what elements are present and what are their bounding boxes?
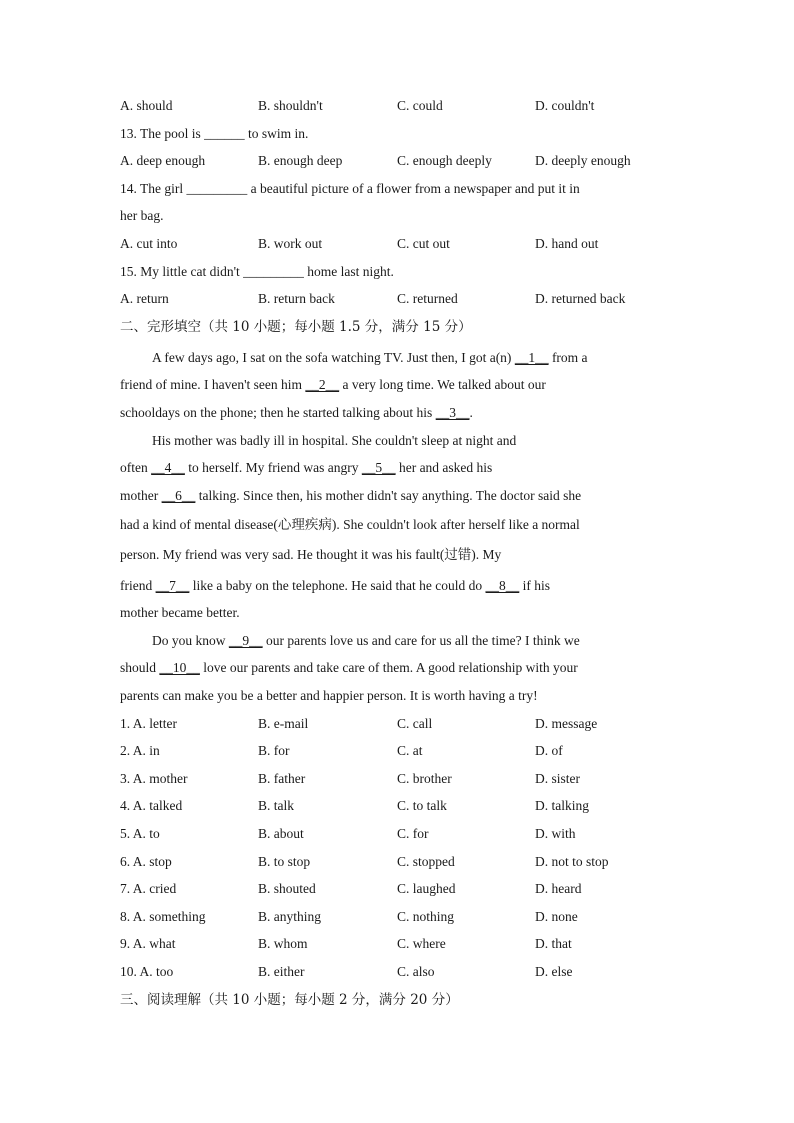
option-b: B. work out [258, 236, 323, 251]
option-a: 7. A. cried [120, 881, 177, 896]
option-d: D. heard [535, 881, 582, 896]
option-a: 1. A. letter [120, 716, 177, 731]
option-c: C. call [397, 716, 433, 731]
option-d: D. talking [535, 798, 589, 813]
option-a: 3. A. mother [120, 771, 188, 786]
q14-stem-line1: 14. The girl _________ a beautiful picture of a flower from a newspaper and put it in [120, 181, 580, 196]
blank-10: __10__ [159, 660, 200, 675]
option-a: 8. A. something [120, 909, 206, 924]
option-d: D. deeply enough [535, 153, 631, 168]
option-c: C. returned [397, 291, 458, 306]
passage-line-13: parents can make you be a better and happier person. It is worth having a try! [120, 688, 538, 703]
option-b: B. e-mail [258, 716, 309, 731]
choice-row [120, 908, 680, 926]
passage-line-6: mother __6__ talking. Since then, his mother didn't say anything. The doctor said she [120, 488, 582, 503]
q15-options [120, 290, 680, 308]
passage-line-4: His mother was badly ill in hospital. She couldn't sleep at night and [152, 433, 517, 448]
blank-5: __5__ [361, 460, 396, 475]
blank-6: __6__ [161, 488, 196, 503]
choice-row [120, 770, 680, 788]
option-b: B. for [258, 743, 290, 758]
q14-options [120, 235, 680, 253]
option-b: B. anything [258, 909, 321, 924]
blank-8: __8__ [485, 578, 520, 593]
blank-4: __4__ [151, 460, 185, 475]
passage-line-5: often __4__ to herself. My friend was angry __5__ her and asked his [120, 460, 493, 475]
passage-line-9: friend __7__ like a baby on the telephone. He said that he could do __8__ if his [120, 578, 551, 593]
option-c: C. to talk [397, 798, 447, 813]
option-c: C. could [397, 98, 443, 113]
option-b: B. to stop [258, 854, 311, 869]
choice-row [120, 742, 680, 760]
option-c: C. laughed [397, 881, 456, 896]
option-a: 9. A. what [120, 936, 176, 951]
option-d: D. sister [535, 771, 580, 786]
option-a: 4. A. talked [120, 798, 183, 813]
option-c: C. also [397, 964, 435, 979]
blank-7: __7__ [155, 578, 190, 593]
option-b: B. enough deep [258, 153, 343, 168]
passage-line-1: A few days ago, I sat on the sofa watching TV. Just then, I got a(n) __1__ from a [152, 350, 588, 365]
option-d: D. hand out [535, 236, 599, 251]
option-d: D. none [535, 909, 578, 924]
option-b: B. about [258, 826, 304, 841]
option-b: B. talk [258, 798, 294, 813]
q12-options [120, 97, 680, 115]
option-a: 6. A. stop [120, 854, 172, 869]
option-c: C. at [397, 743, 423, 758]
choice-row [120, 797, 680, 815]
option-a: 10. A. too [120, 964, 174, 979]
option-a: 5. A. to [120, 826, 160, 841]
blank-1: __1__ [514, 350, 549, 365]
passage-line-11: Do you know __9__ our parents love us and care for us all the time? I think we [152, 633, 580, 648]
choice-row [120, 935, 680, 953]
option-b: B. whom [258, 936, 308, 951]
option-a: A. return [120, 291, 169, 306]
section-3-heading: 三、阅读理解（共 10 小题；每小题 2 分，满分 20 分） [120, 992, 459, 1008]
passage-line-2: friend of mine. I haven't seen him __2__ a very long time. We talked about our [120, 377, 546, 392]
option-b: B. shouted [258, 881, 316, 896]
option-c: C. where [397, 936, 446, 951]
option-c: C. enough deeply [397, 153, 492, 168]
option-d: D. with [535, 826, 576, 841]
option-d: D. message [535, 716, 598, 731]
choice-row [120, 825, 680, 843]
option-d: D. of [535, 743, 563, 758]
q13-stem: 13. The pool is ______ to swim in. [120, 126, 309, 141]
passage-line-3: schooldays on the phone; then he started talking about his __3__. [120, 405, 473, 420]
q13-options [120, 152, 680, 170]
option-d: D. that [535, 936, 572, 951]
passage-line-10: mother became better. [120, 605, 240, 620]
choice-row [120, 715, 680, 733]
option-b: B. return back [258, 291, 335, 306]
option-b: B. father [258, 771, 306, 786]
option-c: C. brother [397, 771, 452, 786]
option-b: B. shouldn't [258, 98, 323, 113]
option-d: D. returned back [535, 291, 626, 306]
blank-3: __3__ [435, 405, 470, 420]
option-d: D. else [535, 964, 573, 979]
blank-9: __9__ [228, 633, 263, 648]
q15-stem: 15. My little cat didn't _________ home last night. [120, 264, 394, 279]
choice-row [120, 880, 680, 898]
passage-line-8: person. My friend was very sad. He thought it was his fault(过错). My [120, 547, 502, 562]
option-c: C. nothing [397, 909, 455, 924]
q14-stem-line2: her bag. [120, 208, 164, 223]
choice-row [120, 853, 680, 871]
option-a: A. cut into [120, 236, 178, 251]
passage-line-12: should __10__ love our parents and take care of them. A good relationship with your [120, 660, 578, 675]
option-c: C. for [397, 826, 429, 841]
option-a: 2. A. in [120, 743, 160, 758]
option-b: B. either [258, 964, 305, 979]
option-d: D. couldn't [535, 98, 595, 113]
option-a: A. deep enough [120, 153, 206, 168]
choice-row [120, 963, 680, 981]
option-a: A. should [120, 98, 173, 113]
option-c: C. cut out [397, 236, 450, 251]
blank-2: __2__ [305, 377, 340, 392]
passage-line-7: had a kind of mental disease(心理疾病). She couldn't look after herself like a normal [120, 517, 580, 532]
option-c: C. stopped [397, 854, 455, 869]
option-d: D. not to stop [535, 854, 609, 869]
section-2-heading: 二、完形填空（共 10 小题；每小题 1.5 分，满分 15 分） [120, 319, 472, 335]
